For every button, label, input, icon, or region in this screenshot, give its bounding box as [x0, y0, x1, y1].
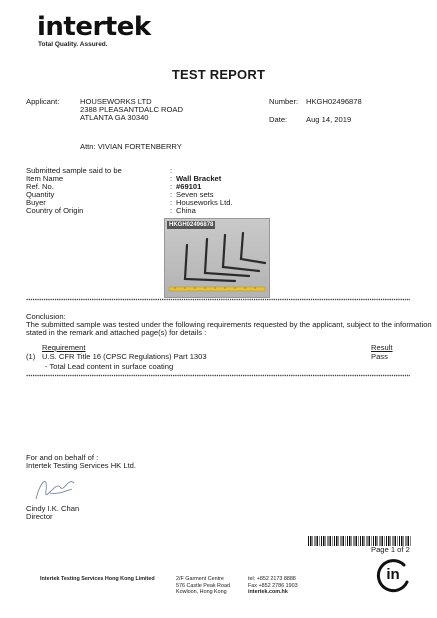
colon: :: [170, 182, 173, 191]
signatory-name: Cindy I.K. Chan: [26, 504, 80, 513]
footer-contact: [248, 576, 298, 596]
sample-photo: [164, 218, 270, 298]
attention-line: Attn: VIVIAN FORTENBERRY: [80, 142, 182, 151]
signatory-role: Director: [26, 512, 53, 521]
logo-tagline: Total Quality. Assured.: [38, 41, 108, 48]
sample-row-label: Country of Origin: [26, 206, 84, 215]
requirement-subitem: - Total Lead content in surface coating: [45, 362, 174, 371]
conclusion-text-2: stated in the remark and attached page(s) for details :: [26, 328, 207, 337]
applicant-address-1: 2388 PLEASANTDALC ROAD: [80, 105, 183, 114]
colon: :: [170, 198, 173, 207]
date-label: Date:: [269, 115, 288, 124]
requirement-result: Pass: [371, 352, 388, 361]
sample-row-label: Quantity: [26, 190, 55, 199]
photo-report-label: HKGH02496878: [169, 222, 214, 228]
sample-row-value: #69101: [176, 182, 202, 191]
footer-address-2: 576 Castle Peak Road: [176, 582, 230, 589]
company-line: Intertek Testing Services HK Ltd.: [26, 461, 137, 470]
number-label: Number:: [269, 97, 299, 106]
applicant-name: HOUSEWORKS LTD: [80, 97, 152, 106]
colon: :: [170, 174, 173, 183]
footer-company-name: Intertek Testing Services Hong Kong Limited: [40, 576, 155, 582]
separator-rule: [26, 374, 410, 377]
applicant-label: Applicant:: [26, 97, 60, 106]
footer-company: [40, 576, 155, 583]
emblem-text: in: [386, 566, 400, 583]
footer-tel: tel: +852 2173 8888: [248, 576, 296, 582]
report-date: Aug 14, 2019: [306, 115, 352, 124]
sample-row-value: Houseworks Ltd.: [176, 198, 233, 207]
report-number: HKGH02496878: [306, 97, 362, 106]
footer-web: intertek.com.hk: [248, 589, 288, 596]
separator-rule: [26, 298, 410, 301]
requirement-header: Requirement: [42, 343, 86, 352]
result-header: Result: [371, 343, 393, 352]
sample-row-value: Seven sets: [176, 190, 214, 199]
conclusion-text-1: The submitted sample was tested under the following requirements requested by the applicant, subject to the information: [26, 320, 432, 329]
wall-bracket-image: [165, 219, 269, 297]
sample-row-value: China: [176, 206, 196, 215]
footer-address-3: Kowloon, Hong Kong: [176, 589, 227, 596]
sample-row-label: Buyer: [26, 198, 46, 207]
requirement-number: (1): [26, 352, 36, 361]
colon: :: [170, 206, 173, 215]
footer-address-1: 2/F Garment Centre: [176, 576, 224, 582]
footer-address: [176, 576, 230, 596]
sample-intro: Submitted sample said to be: [26, 166, 122, 175]
applicant-address-2: ATLANTA GA 30340: [80, 113, 149, 122]
sample-row-label: Item Name: [26, 174, 64, 183]
report-title: TEST REPORT: [171, 67, 266, 82]
conclusion-heading: Conclusion:: [26, 312, 66, 321]
colon: :: [170, 190, 173, 199]
signature-image: [26, 463, 86, 507]
intertek-emblem-icon: [374, 557, 412, 595]
footer-fax: Fax +852 2786 1903: [248, 582, 298, 589]
sample-row-value: Wall Bracket: [176, 174, 222, 183]
sample-row-label: Ref. No.: [26, 182, 54, 191]
page-number: Page 1 of 2: [371, 545, 410, 554]
requirement-text: U.S. CFR Title 16 (CPSC Regulations) Part 1303: [42, 352, 207, 361]
colon: :: [170, 166, 173, 175]
intertek-logo: intertek: [37, 12, 151, 42]
on-behalf-line: For and on behalf of :: [26, 453, 99, 462]
